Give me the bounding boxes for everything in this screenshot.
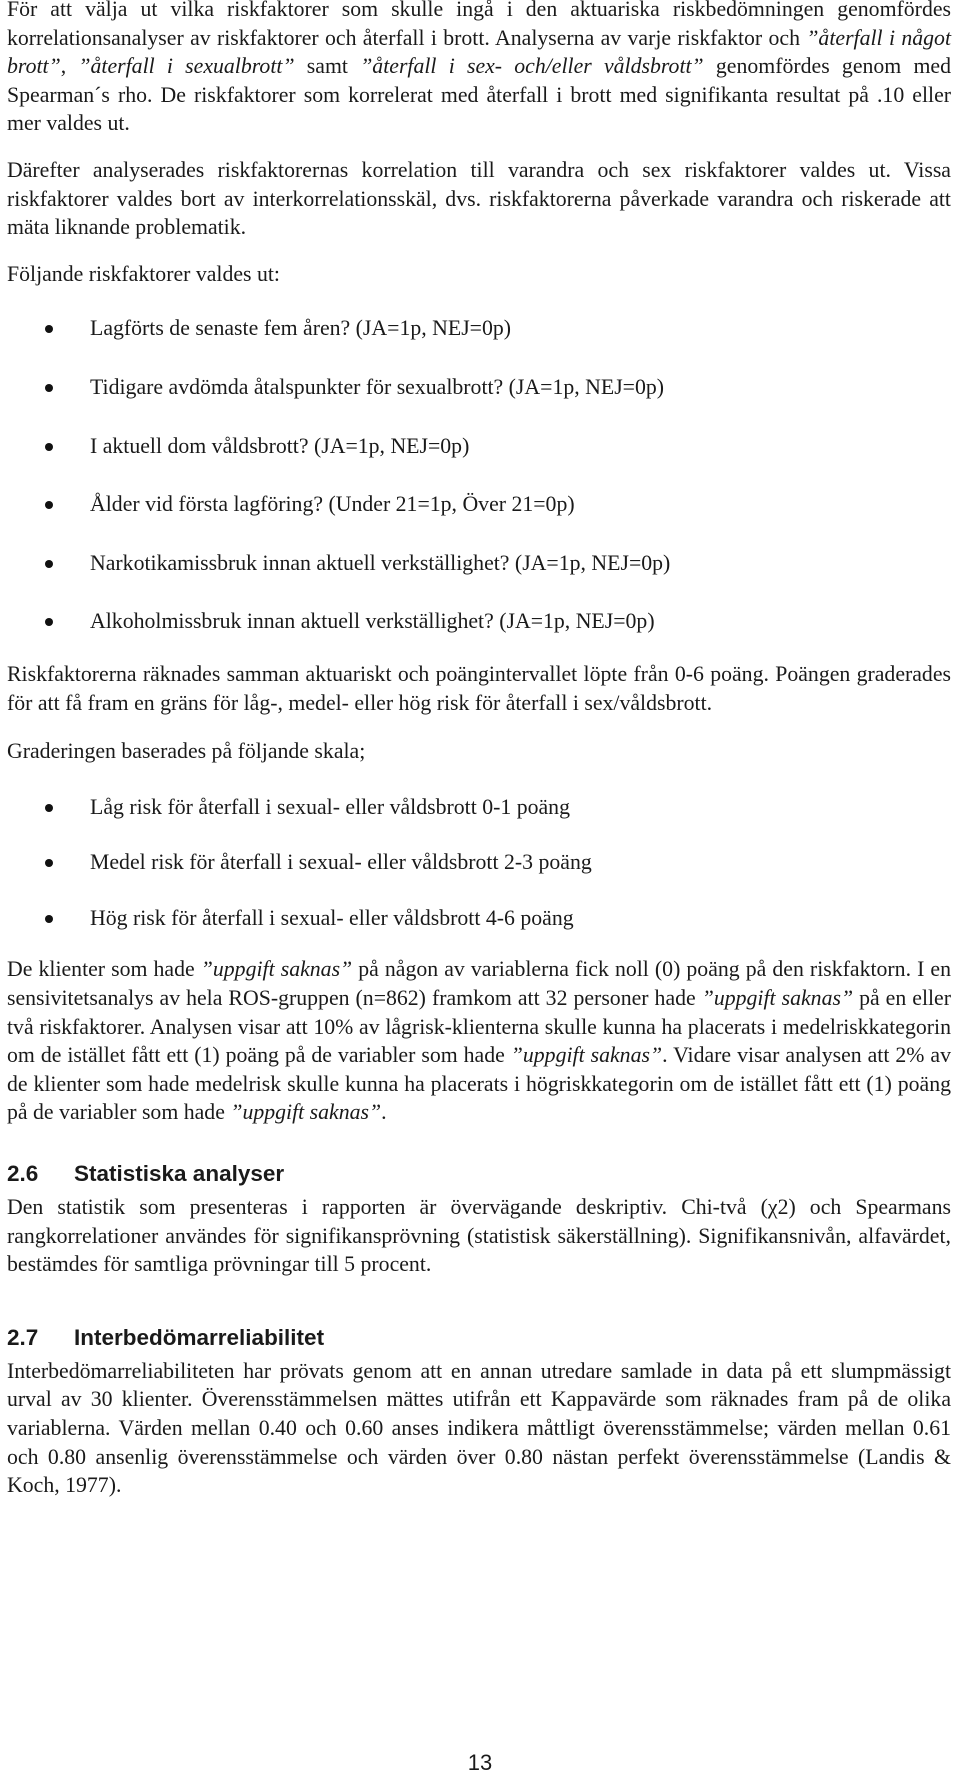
bullet-icon [45, 384, 53, 392]
section-heading-interrater: 2.7 Interbedömarreliabilitet [7, 1324, 325, 1350]
bullet-icon [45, 560, 53, 568]
paragraph-statistics: Den statistik som presenteras i rapporten är övervägande deskriptiv. Chi-två (χ2) och Spearmans rangkorrelationer användes för signifikansprövning (statistisk säkerställning). Signifikansnivån, alfavärdet, bestämdes för samtliga prövningar till 5 procent. [7, 1195, 951, 1277]
risk-scale-list [7, 793, 951, 933]
paragraph-selected-intro: Följande riskfaktorer valdes ut: [7, 261, 280, 286]
list-item: Låg risk för återfall i sexual- eller våldsbrott 0-1 poäng [7, 793, 951, 822]
paragraph-interrater: Interbedömarreliabiliteten har prövats genom att en annan utredare samlade in data på ett slumpmässigt urval av 30 klienter. Överensstämmelsen mättes utifrån ett Kappavärde som räknades fram på de olika variablerna. Värden mellan 0.40 och 0.60 anses indikera måttligt överensstämmelse; värden mellan 0.61 och 0.80 ansenlig överensstämmelse och värden över 0.80 nästan perfekt överensstämmelse (Landis & Koch, 1977). [7, 1358, 951, 1498]
list-item: Narkotikamissbruk innan aktuell verkställighet? (JA=1p, NEJ=0p) [7, 549, 951, 578]
document-page [7, 0, 951, 1500]
bullet-icon [45, 443, 53, 451]
bullet-icon [45, 325, 53, 333]
paragraph-scale-intro: Graderingen baserades på följande skala; [7, 739, 366, 764]
list-item: Lagförts de senaste fem åren? (JA=1p, NEJ=0p) [7, 314, 951, 343]
bullet-icon [45, 618, 53, 626]
bullet-icon [45, 915, 53, 923]
bullet-icon [45, 501, 53, 509]
section-heading-statistics: 2.6 Statistiska analyser [7, 1161, 285, 1187]
bullet-icon [45, 804, 53, 812]
paragraph-missing-data: De klienter som hade ”uppgift saknas” på någon av variablerna fick noll (0) poäng på den riskfaktorn. I en sensivitetsanalys av hela ROS-gruppen (n=862) framkom att 32 personer hade ”uppgift saknas” på en eller två riskfaktorer. Analysen visar att 10% av lågrisk-klienterna skulle kunna ha placerats i medelriskkategorin om de istället fått ett (1) poäng på de variabler som hade ”uppgift saknas”. Vidare visar analysen att 2% av de klienter som hade medelrisk skulle kunna ha placerats i högriskkategorin om de istället fått ett (1) poäng på de variabler som hade ”uppgift saknas”. [7, 957, 951, 1125]
list-item: Hög risk för återfall i sexual- eller våldsbrott 4-6 poäng [7, 904, 951, 933]
paragraph-intercorrelation: Därefter analyserades riskfaktorernas korrelation till varandra och sex riskfaktorer valdes ut. Vissa riskfaktorer valdes bort av interkorrelationsskäl, dvs. riskfaktorerna påverkade varandra och riskerade att mäta liknande problematik. [7, 157, 951, 240]
page-number: 13 [467, 1750, 493, 1775]
list-item: Alkoholmissbruk innan aktuell verkställighet? (JA=1p, NEJ=0p) [7, 607, 951, 636]
paragraph-scoring: Riskfaktorerna räknades samman aktuariskt och poängintervallet löpte från 0-6 poäng. Poängen graderades för att få fram en gräns för låg-, medel- eller hög risk för återfall i sex/våldsbrott. [7, 661, 951, 715]
list-item: Medel risk för återfall i sexual- eller våldsbrott 2-3 poäng [7, 848, 951, 877]
risk-factor-list [7, 314, 951, 636]
bullet-icon [45, 859, 53, 867]
list-item: Ålder vid första lagföring? (Under 21=1p, Över 21=0p) [7, 490, 951, 519]
list-item: Tidigare avdömda åtalspunkter för sexualbrott? (JA=1p, NEJ=0p) [7, 373, 951, 402]
list-item: I aktuell dom våldsbrott? (JA=1p, NEJ=0p) [7, 432, 951, 461]
paragraph-risk-selection: För att välja ut vilka riskfaktorer som skulle ingå i den aktuariska riskbedömningen genomfördes korrelationsanalyser av riskfaktorer och återfall i brott. Analyserna av varje riskfaktor och ”återfall i något brott”, ”återfall i sexualbrott” samt ”återfall i sex- och/eller våldsbrott” genomfördes genom med Spearman´s rho. De riskfaktorer som korrelerat med återfall i brott med signifikanta resultat på .10 eller mer valdes ut. [7, 0, 951, 136]
